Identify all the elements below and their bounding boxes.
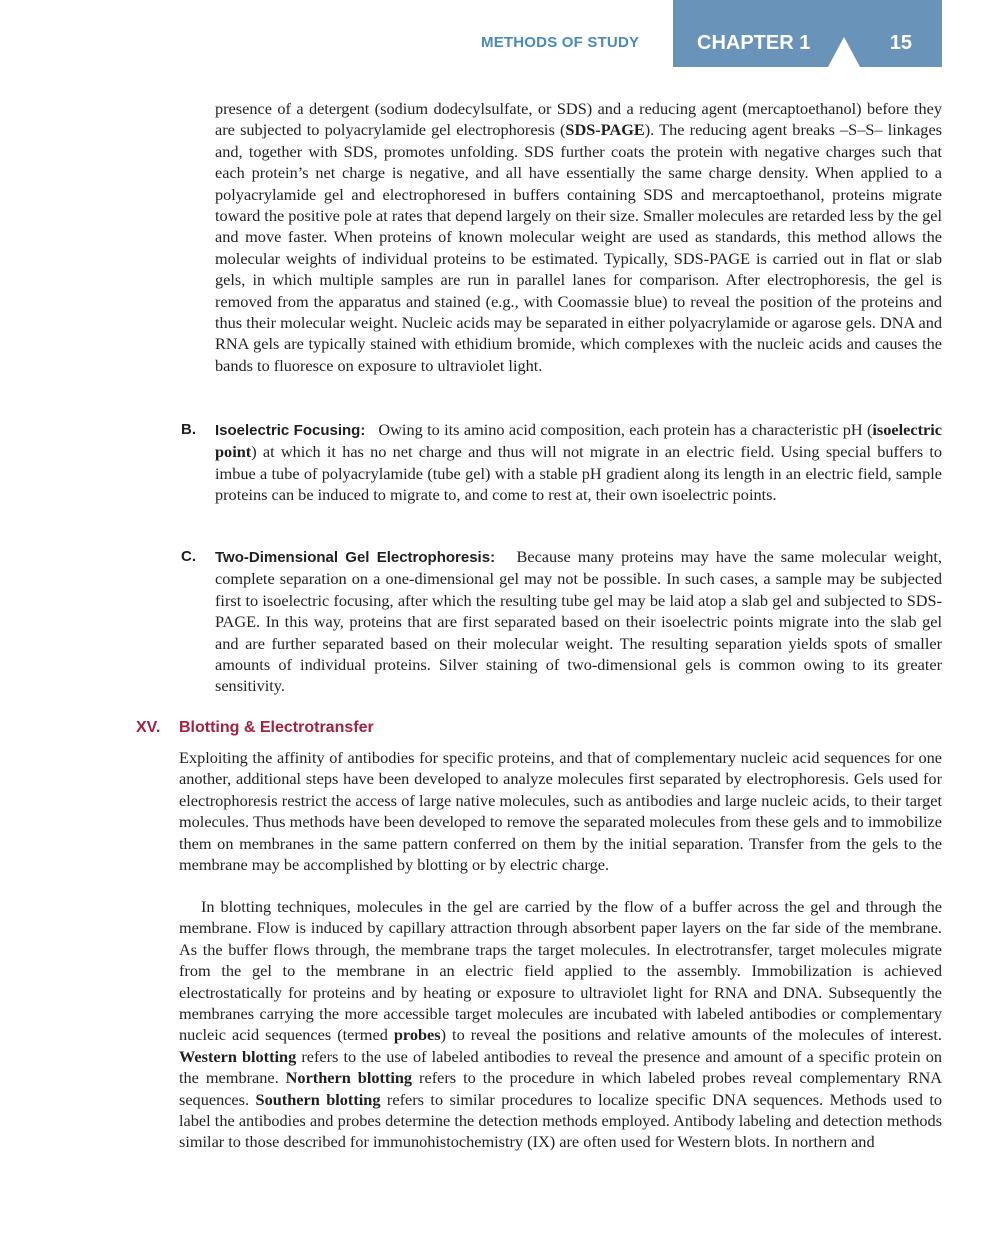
- term-northern-blotting: Northern blotting: [285, 1068, 413, 1088]
- item-b-heading: Isoelectric Focusing:: [215, 422, 366, 439]
- section-paragraph-1: Exploiting the affinity of antibodies for specific proteins, and that of complementary nucleic acid sequences for one another, additional steps have been developed to analyze molecules first separated by electrophoresis. Gels used for electrophoresis restrict the access of large native molecules, such as antibodies and large nucleic acids, to their target molecules. Thus methods have been developed to remove the separated molecules from these gels and to immobilize them on membranes in the same pattern conferred on them by the initial separation. Transfer from the gels to the membrane may be accomplished by blotting or by electric charge.: [179, 748, 942, 875]
- term-southern-blotting: Southern blotting: [255, 1089, 381, 1109]
- para2-text-5: refers to similar procedures to localize specific DNA sequences. Methods used to label the antibodies and probes determine the detection methods employed. Antibody labeling and detection methods similar to those described for immunohistochemistry (IX) are often used for Western blots. In northern and: [179, 1089, 943, 1152]
- term-probes: probes: [393, 1025, 441, 1045]
- intro-text-2: ). The reducing agent breaks –S–S– linkages and, together with SDS, promotes unfolding. SDS further coats the protein with negative charges such that each protein’s net charge is negative, and all have essentially the same charge density. When applied to a polyacrylamide gel and electrophoresed in buffers containing SDS and mercaptoethanol, proteins migrate toward the positive pole at rates that depend largely on their size. Smaller molecules are retarded less by the gel and move faster. When proteins of known molecular weight are used as standards, this method allows the molecular weights of individual proteins to be estimated. Typically, SDS-PAGE is carried out in flat or slab gels, in which multiple samples are run in parallel lanes for comparison. After electrophoresis, the gel is removed from the apparatus and stained (e.g., with Coomassie blue) to reveal the position of the proteins and thus their molecular weight. Nucleic acids may be separated in either polyacrylamide or agarose gels. DNA and RNA gels are typically stained with ethidium bromide, which complexes with the nucleic acids and causes the bands to fluoresce on exposure to ultraviolet light.: [215, 120, 943, 375]
- para2-text-2: ) to reveal the positions and relative amounts of the molecules of interest.: [440, 1025, 942, 1045]
- running-header-section-title: METHODS OF STUDY: [481, 34, 640, 51]
- item-b-term-isoelectric-point: isoelectric point: [215, 420, 942, 462]
- intro-paragraph: [215, 98, 942, 376]
- item-c-heading: Two-Dimensional Gel Electrophoresis:: [215, 549, 496, 566]
- item-b-text-1: Owing to its amino acid composition, each protein has a characteristic pH (: [378, 420, 873, 439]
- item-c-paragraph: [215, 546, 942, 697]
- item-b-label: B.: [181, 421, 196, 438]
- section-number: XV.: [136, 719, 161, 736]
- item-b-text-2: ) at which it has no net charge and thus will not migrate in an electric field. Using special buffers to imbue a tube of polyacrylamide (tube gel) with a stable pH gradient along its length in an electric field, sample proteins can be induced to migrate to, and come to rest at, their own isoelectric points.: [215, 442, 942, 505]
- section-paragraph-2: [179, 896, 942, 1153]
- item-b-paragraph: [215, 419, 942, 506]
- para2-text-4: refers to the procedure in which labeled probes reveal complementary RNA sequences.: [179, 1068, 942, 1109]
- item-c-text: Because many proteins may have the same molecular weight, complete separation on a one-dimensional gel may not be possible. In such cases, a sample may be subjected first to isoelectric focusing, after which the resulting tube gel may be laid atop a slab gel and subjected to SDS-PAGE. In this way, proteins that are first separated based on their isoelectric points migrate into the slab gel and are further separated based on their molecular weight. The resulting separation yields spots of smaller amounts of individual proteins. Silver staining of two-dimensional gels is common owing to its greater sensitivity.: [215, 547, 942, 696]
- page-number: 15: [889, 32, 912, 54]
- section-title: Blotting & Electrotransfer: [179, 719, 374, 736]
- para2-text-3: refers to the use of labeled antibodies to reveal the presence and amount of a specific protein on the membrane.: [179, 1046, 942, 1088]
- chapter-label: CHAPTER 1: [697, 32, 811, 54]
- para2-text-1: In blotting techniques, molecules in the gel are carried by the flow of a buffer across the gel and through the membrane. Flow is induced by capillary attraction through absorbent paper layers on the far side of the membrane. As the buffer flows through, the membrane traps the target molecules. In electrotransfer, target molecules migrate from the gel to the membrane in an electric field applied to the assembly. Immobilization is achieved electrostatically for proteins and by heating or exposure to ultraviolet light for RNA and DNA. Subsequently the membranes carrying the more accessible target molecules are incubated with labeled antibodies or complementary nucleic acid sequences (termed: [179, 897, 942, 1045]
- intro-text-1: presence of a detergent (sodium dodecylsulfate, or SDS) and a reducing agent (mercaptoethanol) before they are subjected to polyacrylamide gel electrophoresis (: [215, 99, 942, 140]
- item-c-label: C.: [181, 548, 196, 565]
- term-western-blotting: Western blotting: [179, 1046, 297, 1066]
- tab-notch: [828, 37, 860, 67]
- chapter-tab: [673, 0, 942, 67]
- intro-term-sds-page: SDS-PAGE: [565, 120, 645, 140]
